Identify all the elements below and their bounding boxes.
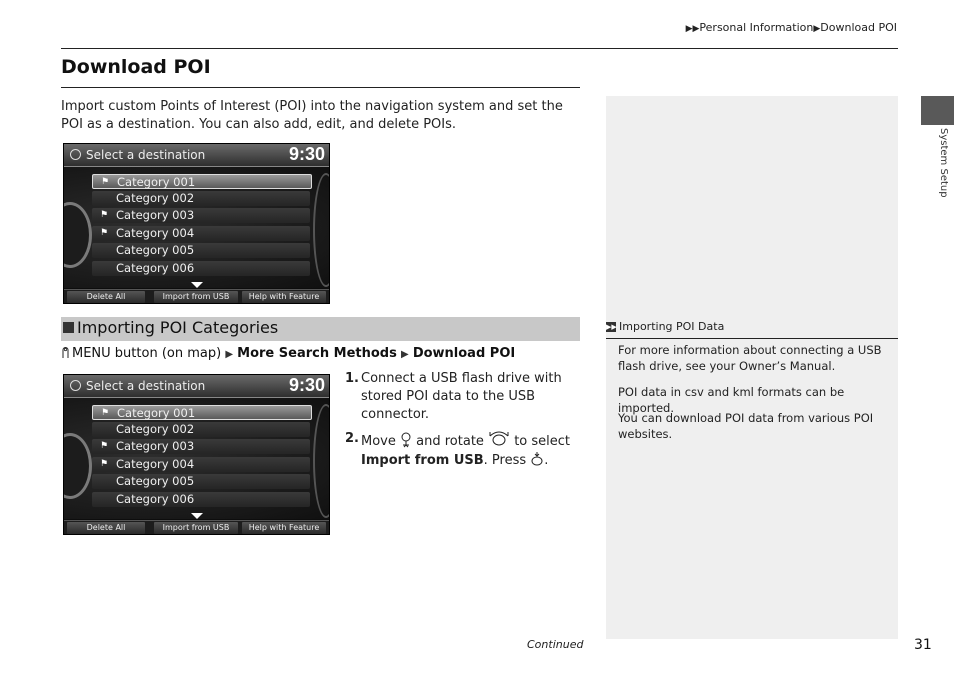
category-row[interactable]: ⚑ Category 003 [92, 208, 310, 223]
step-text: Connect a USB flash drive with stored POI data to the USB connector. [361, 371, 562, 422]
continued-label: Continued [527, 638, 584, 651]
step-number: 2. [345, 431, 359, 446]
breadcrumb-item-download-poi[interactable]: Download POI [820, 21, 897, 34]
category-flag-icon: ⚑ [100, 210, 109, 220]
section-title: Importing POI Categories [77, 318, 279, 337]
screen-footer [64, 520, 329, 535]
help-with-feature-button[interactable]: Help with Feature [242, 291, 326, 303]
step-number: 1. [345, 371, 359, 386]
back-icon [70, 149, 81, 160]
help-with-feature-button[interactable]: Help with Feature [242, 522, 326, 534]
screen-header [64, 144, 329, 167]
chapter-tab-label: System Setup [938, 128, 949, 198]
path-arrow-icon: ▶ [400, 349, 409, 360]
category-row[interactable]: Category 002 [92, 422, 310, 437]
category-row[interactable]: Category 005 [92, 243, 310, 258]
menu-path [61, 346, 515, 361]
note-heading: ▶▶ Importing POI Data [606, 320, 725, 333]
category-row[interactable]: ⚑ Category 004 [92, 457, 310, 472]
screen-title: Select a destination [86, 148, 206, 162]
nav-screen-2 [63, 374, 330, 535]
path-arrow-icon: ▶ [225, 349, 234, 360]
screen-footer [64, 289, 329, 304]
back-icon [70, 380, 81, 391]
category-flag-icon: ⚑ [101, 177, 110, 187]
screen-clock: 9:30 [288, 144, 325, 164]
category-flag-icon: ⚑ [100, 441, 109, 451]
delete-all-button[interactable]: Delete All [67, 291, 145, 303]
category-row[interactable]: ⚑ Category 004 [92, 226, 310, 241]
screen-clock: 9:30 [288, 375, 325, 395]
screen-title: Select a destination [86, 379, 206, 393]
intro-paragraph: Import custom Points of Interest (POI) into the navigation system and set the POI as a destination. You can also add, edit, and delete POIs. [61, 99, 563, 132]
import-from-usb-button[interactable]: Import from USB [154, 522, 238, 534]
dial-knob-icon [63, 202, 92, 268]
category-flag-icon: ⚑ [100, 228, 109, 238]
scroll-arc [313, 404, 330, 518]
screen-header [64, 375, 329, 398]
scroll-arc [313, 173, 330, 287]
joystick-move-icon [400, 432, 412, 448]
nav-screen-1 [63, 143, 330, 304]
breadcrumb-separator-icon: ▶ [813, 24, 821, 34]
import-from-usb-label: Import from USB [361, 453, 484, 468]
category-row[interactable]: Category 006 [92, 492, 310, 507]
category-row[interactable]: Category 006 [92, 261, 310, 276]
category-row[interactable]: ⚑ Category 001 [92, 405, 312, 420]
step-1 [345, 370, 580, 424]
menu-button-icon [61, 346, 70, 359]
category-flag-icon: ⚑ [101, 408, 110, 418]
note-paragraph: For more information about connecting a USB flash drive, see your Owner’s Manual. [618, 343, 882, 373]
dial-rotate-icon [488, 430, 510, 448]
page-number: 31 [914, 637, 932, 653]
note-divider [606, 338, 898, 339]
dial-press-icon [530, 451, 544, 467]
category-flag-icon: ⚑ [100, 459, 109, 469]
steps-list [345, 370, 580, 476]
step-2: 2. Move and rotate to select Import from USB. Press . [345, 431, 571, 468]
breadcrumb-arrow-icon: ▶▶ [685, 24, 700, 34]
category-row[interactable]: ⚑ Category 001 [92, 174, 312, 189]
note-paragraph: You can download POI data from various POI websites. [618, 411, 874, 441]
screen-list-area [64, 167, 329, 288]
title-divider [61, 87, 580, 88]
dial-knob-icon [63, 433, 92, 499]
top-divider [61, 48, 898, 49]
section-marker-icon [63, 322, 74, 333]
category-row[interactable]: ⚑ Category 003 [92, 439, 310, 454]
category-row[interactable]: Category 005 [92, 474, 310, 489]
breadcrumb-item-personal-information[interactable]: Personal Information [699, 21, 814, 34]
scroll-down-icon[interactable] [191, 513, 203, 519]
menu-path-download-poi: Download POI [412, 346, 516, 361]
scroll-down-icon[interactable] [191, 282, 203, 288]
import-from-usb-button[interactable]: Import from USB [154, 291, 238, 303]
menu-path-more-search-methods: More Search Methods [237, 346, 397, 361]
menu-path-prefix: MENU button (on map) [72, 346, 222, 361]
category-row[interactable]: Category 002 [92, 191, 310, 206]
breadcrumb [686, 21, 897, 34]
note-arrow-icon: ▶▶ [606, 323, 617, 331]
delete-all-button[interactable]: Delete All [67, 522, 145, 534]
page-title: Download POI [61, 56, 211, 78]
chapter-tab[interactable] [921, 96, 954, 125]
note-paragraph: POI data in csv and kml formats can be imported. [618, 385, 845, 415]
screen-list-area [64, 398, 329, 519]
